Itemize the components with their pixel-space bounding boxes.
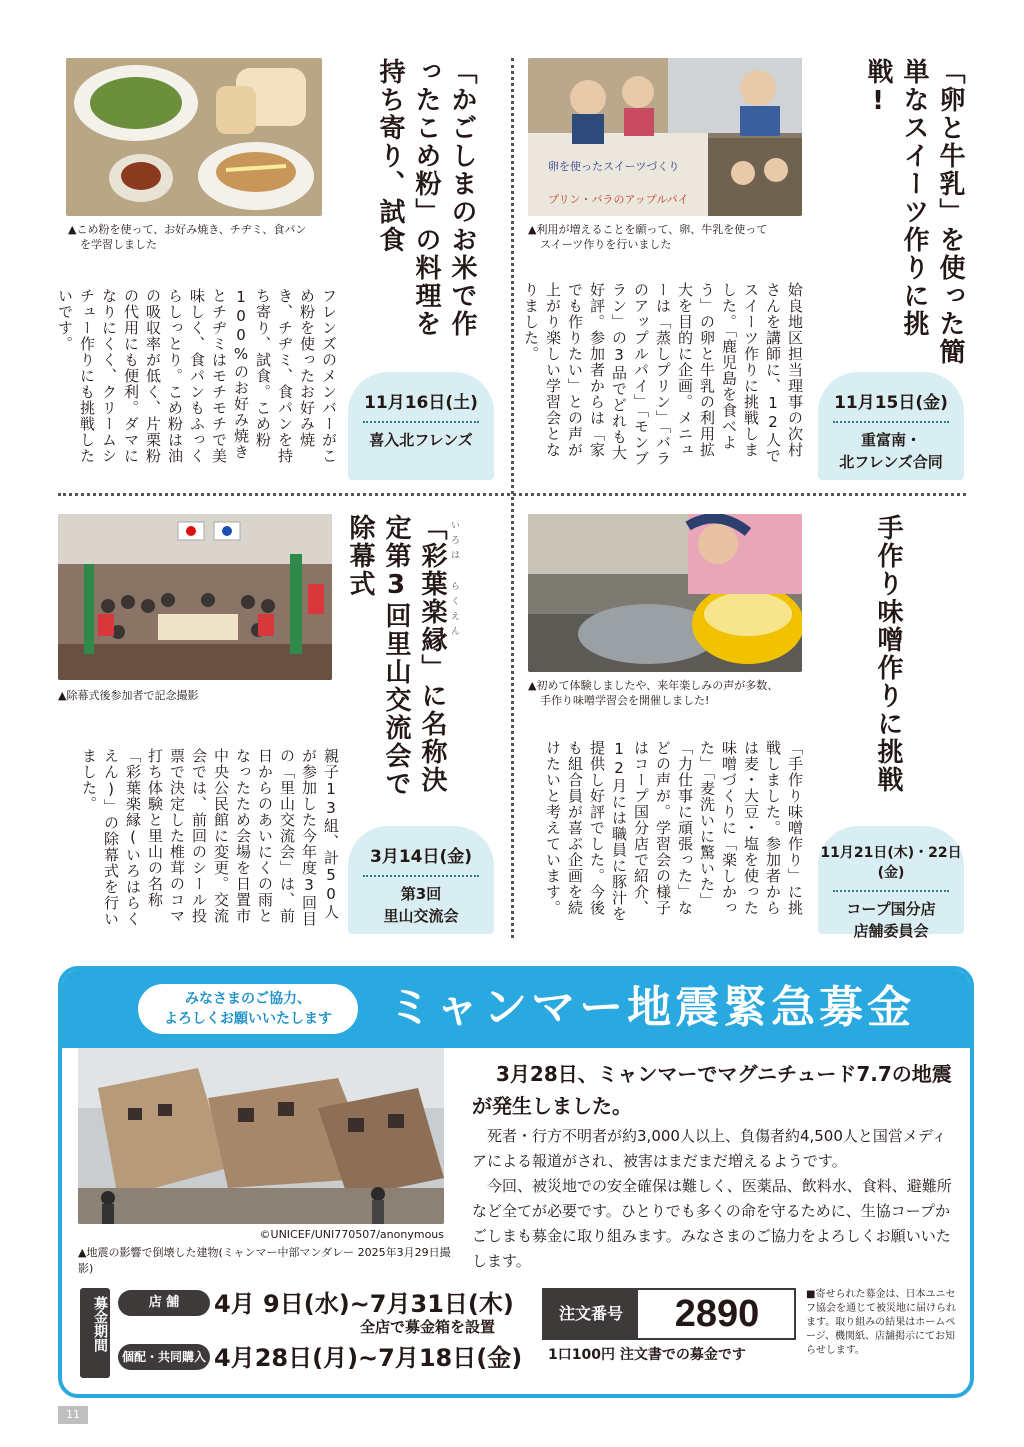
store-note: 全店で募金箱を設置 [360,1318,496,1336]
sweets-body: 姶良地区担当理事の次村さんを講師に、12人でスイーツ作りに挑戦しました。「鹿児島を食べよう」の卵と牛乳の利用拡大を目的に企画。メニューは「蒸しプリン」「バラのアップルパイ」「モンブラン」の3品でどれも大好評。参加者からは「家でも作りたい」との声が上がり楽しい学習会となりました。 [522,282,804,467]
side-note: ■寄せられた募金は、日本ユニセフ協会を通じて被災地に届けられます。取り組みの結果はホームページ、機関紙、店舗掲示にてお知らせします。 [806,1289,956,1356]
page-number: 11 [58,1406,88,1424]
order-number: 2890 [674,1293,760,1335]
komeko-event-badge [348,372,494,480]
miso-date: 11月21日(木)・22日(金) [820,845,962,881]
sweets-headline: 「卵と牛乳」を使った簡単なスイーツ作りに挑戦! [863,58,965,366]
miso-caption: ▲初めて体験しましたや、来年楽しみの声が多数、 手作り味噌学習会を開催しました! [528,679,779,707]
miso-event-badge [818,826,964,940]
delivery-tag: 個配・共同購入 [118,1344,210,1370]
donation-pill: みなさまのご協力、 よろしくお願いいたします [138,984,358,1034]
satoyama-photo [58,514,332,680]
satoyama-event-badge [348,826,494,934]
satoyama-org: 第3回 里山交流会 [383,885,459,925]
miso-photo [528,514,802,672]
satoyama-date: 3月14日(金) [369,847,473,867]
miso-org: コープ国分店 店舗委員会 [846,900,936,940]
satoyama-headline: 「彩葉楽縁」に名称決定第3回里山交流会で除幕式 [345,514,447,798]
store-period: 4月 9日(水)~7月31日(木) [214,1290,514,1318]
sweets-event-badge [818,372,964,480]
sweets-caption: ▲利用が増えることを願って、卵、牛乳を使って スイーツ作りを行いました [528,223,768,251]
miso-body: 「手作り味噌作り」に挑戦しました。参加者からは麦・大豆・塩を使った味噌づくりに「楽しかった」「麦洗いに驚いた」「力仕事に頑張った」などの声が。学習会の様子はコープ国分店で紹介、12月には職員に豚汁を提供し好評でした。今後も組合員が喜ぶ企画を続けたいと考えています。 [544,740,804,922]
komeko-headline: 「かごしまのお米で作ったこめ粉」の料理を持ち寄り、試食 [375,58,477,338]
donation-paragraph-2: 今回、被災地での安全確保は難しく、医薬品、飲料水、食料、避難所など全てが必要です。ひとりでも多くの命を守るために、生協コープかごしまも募金に取り組みます。みなさまのご協力をよろしくお願いいたします。 [472,1177,952,1270]
satoyama-body: 親子13組、計50人が参加した今年度3回目の「里山交流会」は、前日からのあいにくの雨となったため会場を日置市中央公民館に変更。交流会では、前回のシール投票で決定した椎茸のコマ打ち体験と里山の名称「彩葉楽縁(いろはらくえん)」の除幕式を行いました。 [80,748,340,927]
order-label: 注文番号 [544,1290,638,1338]
miso-headline: 手作り味噌作りに挑戦 [873,514,903,794]
svg-text:卵を使ったスイーツづくり: 卵を使ったスイーツづくり [548,160,680,173]
komeko-date: 11月16日(土) [364,393,478,413]
donation-period-label: 募金期間 [80,1288,110,1378]
order-number-box [542,1288,796,1340]
satoyama-ruby: いろは らくえん [449,520,459,641]
delivery-period: 4月28日(月)~7月18日(金) [214,1344,523,1372]
photo-caption: ▲地震の影響で倒壊した建物(ミャンマー中部マンダレー 2025年3月29日撮影) [78,1246,451,1275]
divider-vertical [511,58,514,938]
donation-paragraph-1: 死者・行方不明者が約3,000人以上、負傷者約4,500人と国営メディアによる報道がされ、被害はまだまだ増えるようです。 [472,1127,947,1170]
komeko-org: 喜入北フレンズ [369,431,473,449]
sweets-date: 11月15日(金) [834,393,948,413]
komeko-body: フレンズのメンバーがこめ粉を使ったお好み焼き、チヂミ、食パンを持ち寄り、試食。こめ粉100%のお好み焼きとチヂミはモチモチで美味しく、食パンもふっくらしっとり。こめ粉は油の吸収率が低く、片栗粉の代用にも便利。ダマになりにくく、クリームシチュー作りにも挑戦したいです。 [56,288,338,464]
donation-panel [58,966,974,1398]
photo-credit: ©UNICEF/UNI770507/anonymous [259,1228,444,1241]
donation-title: ミャンマー地震緊急募金 [388,982,916,1033]
komeko-photo [66,58,322,216]
store-tag: 店 舗 [118,1290,210,1316]
svg-text:プリン・バラのアップルパイ: プリン・バラのアップルパイ [548,193,689,206]
sweets-org: 重富南・ 北フレンズ合同 [839,431,943,471]
komeko-caption: ▲こめ粉を使って、お好み焼き、チヂミ、食パン を学習しました [68,223,307,251]
satoyama-caption: ▲除幕式後参加者で記念撮影 [58,689,199,702]
order-note: 1口100円 注文書での募金です [548,1347,746,1363]
sweets-photo [528,58,802,216]
donation-lead: 3月28日、ミャンマーでマグニチュード7.7の地震が発生しました。 [472,1062,952,1118]
earthquake-photo [78,1048,444,1224]
